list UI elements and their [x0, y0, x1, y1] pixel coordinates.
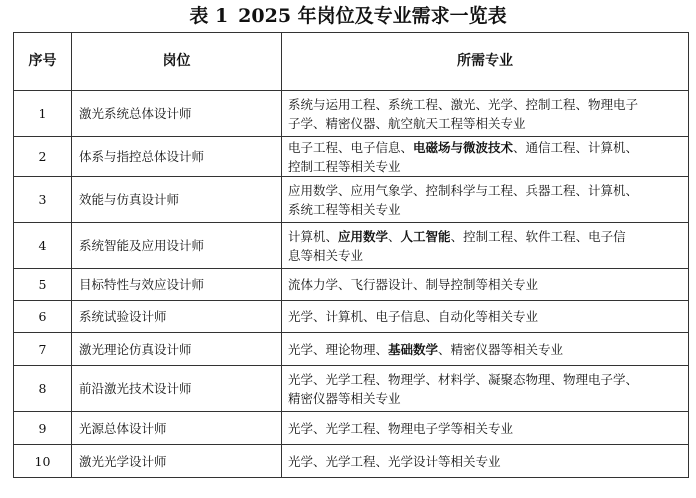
row-number: 3 — [14, 177, 72, 223]
required-majors — [282, 177, 689, 223]
table-row — [14, 366, 689, 412]
table-title — [0, 3, 696, 29]
table-caption-label: 表 1 — [189, 5, 229, 27]
position-name: 激光光学设计师 — [72, 445, 282, 478]
major-text: 子学、精密仪器、航空航天工程等相关专业 — [288, 115, 526, 131]
major-text: 控制工程等相关专业 — [288, 158, 401, 174]
major-text: 光学、计算机、电子信息、自动化等相关专业 — [288, 309, 539, 324]
row-number: 6 — [14, 301, 72, 333]
position-name: 激光系统总体设计师 — [72, 91, 282, 137]
majors-line — [288, 246, 685, 265]
table-caption-text: 2025 年岗位及专业需求一览表 — [238, 5, 507, 27]
table-row — [14, 269, 689, 301]
major-text: 光学、光学工程、光学设计等相关专业 — [288, 453, 501, 469]
required-majors — [282, 301, 689, 333]
table-row — [14, 177, 689, 223]
required-majors — [282, 269, 689, 301]
table-row — [14, 412, 689, 445]
major-highlight: 人工智能 — [400, 228, 451, 244]
row-number: 4 — [14, 223, 72, 269]
position-name: 系统智能及应用设计师 — [72, 223, 282, 269]
majors-line — [288, 227, 685, 246]
row-number: 7 — [14, 333, 72, 366]
table-row — [14, 445, 689, 478]
majors-line — [288, 389, 685, 408]
major-text: 、控制工程、软件工程、电子信 — [450, 228, 626, 244]
row-number: 8 — [14, 366, 72, 412]
majors-line — [288, 138, 685, 157]
majors-line — [288, 157, 685, 176]
required-majors — [282, 366, 689, 412]
position-name: 光源总体设计师 — [72, 412, 282, 445]
major-text: 、通信工程、计算机、 — [513, 139, 639, 155]
required-majors — [282, 333, 689, 366]
major-text: 流体力学、飞行器设计、制导控制等相关专业 — [288, 277, 539, 292]
requirements-table — [13, 32, 689, 478]
majors-line — [288, 340, 685, 359]
majors-line — [288, 181, 685, 200]
table-row — [14, 137, 689, 177]
table-row — [14, 333, 689, 366]
major-text: 计算机、 — [288, 228, 339, 244]
major-text: 系统工程等相关专业 — [288, 201, 401, 217]
row-number: 1 — [14, 91, 72, 137]
majors-line — [288, 307, 685, 326]
row-number: 5 — [14, 269, 72, 301]
position-name: 体系与指控总体设计师 — [72, 137, 282, 177]
required-majors — [282, 91, 689, 137]
major-text: 精密仪器等相关专业 — [288, 390, 401, 406]
position-name: 系统试验设计师 — [72, 301, 282, 333]
position-name: 效能与仿真设计师 — [72, 177, 282, 223]
major-text: 息等相关专业 — [288, 247, 364, 263]
major-text: 光学、光学工程、物理电子学等相关专业 — [288, 420, 514, 436]
header-num: 序号 — [14, 33, 72, 91]
required-majors — [282, 412, 689, 445]
table-row — [14, 223, 689, 269]
header-row — [14, 33, 689, 91]
row-number: 9 — [14, 412, 72, 445]
position-name: 前沿激光技术设计师 — [72, 366, 282, 412]
major-highlight: 基础数学 — [388, 341, 439, 357]
major-text: 光学、光学工程、物理学、材料学、凝聚态物理、物理电子学、 — [288, 371, 639, 387]
major-text: 系统与运用工程、系统工程、激光、光学、控制工程、物理电子 — [288, 96, 639, 112]
required-majors — [282, 137, 689, 177]
row-number: 10 — [14, 445, 72, 478]
header-majors: 所需专业 — [282, 33, 689, 91]
majors-line — [288, 275, 685, 294]
majors-line — [288, 370, 685, 389]
required-majors — [282, 445, 689, 478]
required-majors — [282, 223, 689, 269]
major-text: 、 — [388, 228, 401, 244]
major-highlight: 电磁场与微波技术 — [413, 139, 514, 155]
header-position: 岗位 — [72, 33, 282, 91]
major-highlight: 应用数学 — [338, 228, 389, 244]
table-row — [14, 301, 689, 333]
row-number: 2 — [14, 137, 72, 177]
majors-line — [288, 95, 685, 114]
major-text: 光学、理论物理、 — [288, 341, 389, 357]
majors-line — [288, 200, 685, 219]
major-text: 应用数学、应用气象学、控制科学与工程、兵器工程、计算机、 — [288, 182, 639, 198]
table-row — [14, 91, 689, 137]
major-text: 、精密仪器等相关专业 — [438, 341, 564, 357]
majors-line — [288, 419, 685, 438]
position-name: 目标特性与效应设计师 — [72, 269, 282, 301]
majors-line — [288, 114, 685, 133]
major-text: 电子工程、电子信息、 — [288, 139, 414, 155]
majors-line — [288, 452, 685, 471]
position-name: 激光理论仿真设计师 — [72, 333, 282, 366]
